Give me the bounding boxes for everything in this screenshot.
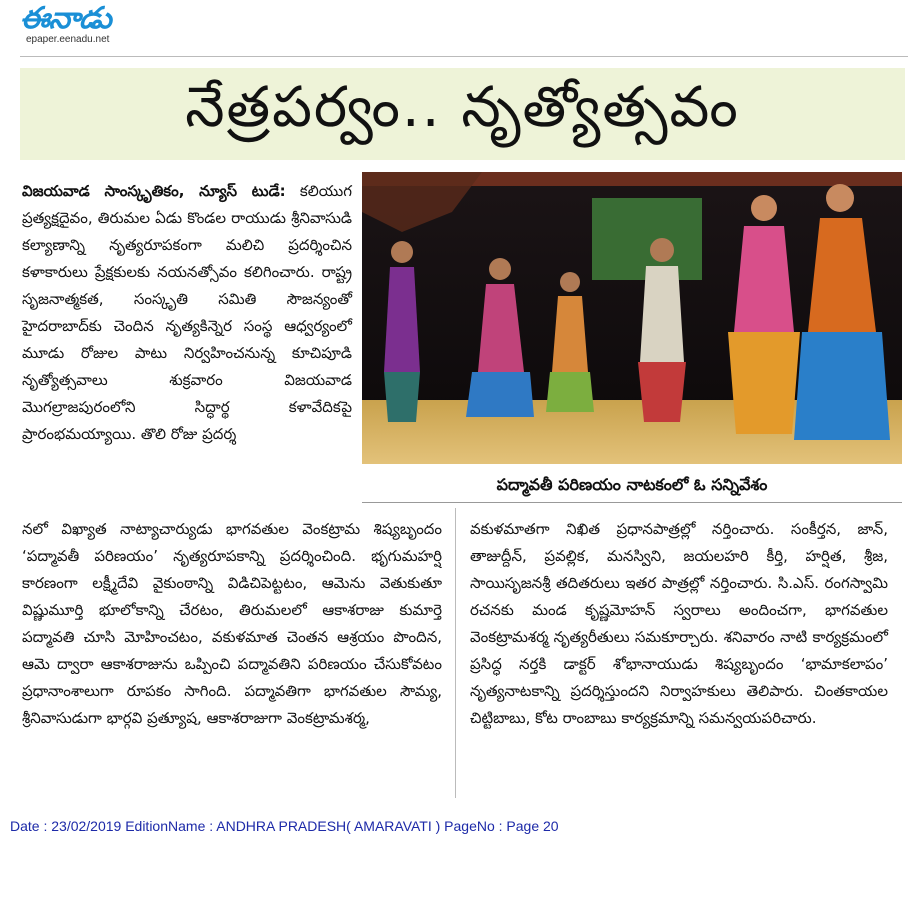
dance-scene-image xyxy=(362,172,902,464)
logo-mark: ఈనాడు xyxy=(20,1,111,36)
article-photo xyxy=(362,172,902,464)
photo-caption: పద్మావతీ పరిణయం నాటకంలో ఓ సన్నివేశం xyxy=(496,474,768,494)
headline: నేత్రపర్వం.. నృత్యోత్సవం xyxy=(185,74,740,140)
site-url: epaper.eenadu.net xyxy=(26,34,110,45)
photo-caption-box xyxy=(362,470,902,503)
article-column-2 xyxy=(22,516,442,732)
body-text-1: కలియుగ ప్రత్యక్షదైవం, తిరుమల ఏడు కొండల రాయుడు శ్రీనివాసుడి కల్యాణాన్ని నృత్యరూపకంగా మలిచి ప్రదర్శించిన కళాకారులు ప్రేక్షకులకు నయనత్సోవం కలిగించారు. రాష్ట్ర సృజనాత్మకత, సంస్కృతి సమితి సౌజన్యంతో హైదరాబాద్‌కు చెందిన నృత్యకిన్నెర సంస్థ ఆధ్వర్యంలో మూడు రోజుల పాటు నిర్వహించనున్న కూచిపూడి నృత్యోత్సవాలు శుక్రవారం విజయవాడ మొగల్రాజపురంలోని సిద్ధార్థ కళావేదికపై ప్రారంభమయ్యాయి. తొలి రోజు ప్రదర్శ xyxy=(22,182,352,443)
body-text-2: నలో విఖ్యాత నాట్యాచార్యుడు భాగవతుల వెంకట్రామ శిష్యబృందం ‘పద్మావతీ పరిణయం’ నృత్యరూపకాన్ని ప్రదర్శించింది. భృగుమహర్షి కారణంగా లక్ష్మీదేవి వైకుంఠాన్ని విడిచిపెట్టటం, ఆమెను వెతుకుతూ విష్ణుమూర్తి భూలోకాన్ని చేరటం, తిరుమలలో ఆకాశరాజు కుమార్తె పద్మావతి చూసి మోహించటం, వకుళమాత చెంతన ఆశ్రయం పొందిన, ఆమె ద్వారా ఆకాశరాజును ఒప్పించి పద్మావతిని పరిణయం చేసుకోవటం ప్రధానాంశాలుగా రూపకం సాగింది. పద్మావతిగా భాగవతుల సౌమ్య, శ్రీనివాసుడుగా భార్గవి ప్రత్యూష, ఆకాశరాజుగా వెంకట్రామశర్మ, xyxy=(22,520,442,727)
edition-footer: Date : 23/02/2019 EditionName : ANDHRA PRADESH( AMARAVATI ) PageNo : Page 20 xyxy=(10,818,559,834)
article-column-1 xyxy=(22,178,352,448)
article-column-3 xyxy=(470,516,888,732)
dateline: విజయవాడ సాంస్కృతికం, న్యూస్ టుడే: xyxy=(22,182,286,200)
top-rule xyxy=(20,56,908,57)
headline-banner xyxy=(20,68,905,160)
column-divider xyxy=(455,508,456,798)
body-text-3: వకుళమాతగా నిఖిత ప్రధానపాత్రల్లో నర్తించారు. సంకీర్తన, జాన్, తాజుద్దీన్, ప్రవల్లిక, మనస్విని, జయలహరి కీర్తి, హర్షిత, శ్రీజ, సాయిసృజనశ్రీ తదితరులు ఇతర పాత్రల్లో నర్తించారు. సి.ఎస్. రంగస్వామి రచనకు మండ కృష్ణమోహన్ స్వరాలు అందించగా, భాగవతుల వెంకట్రామశర్మ నృత్యరీతులు సమకూర్చారు. శనివారం నాటి కార్యక్రమంలో ప్రసిద్ధ నర్తకి డాక్టర్ శోభానాయుడు శిష్యబృందం ‘భామాకలాపం’ నృత్యనాటకాన్ని ప్రదర్శిస్తుందని నిర్వాహకులు తెలిపారు. చింతకాయల చిట్టిబాబు, కోట రాంబాబు కార్యక్రమాన్ని సమన్వయపరిచారు. xyxy=(470,520,888,727)
eenadu-logo xyxy=(20,2,140,52)
